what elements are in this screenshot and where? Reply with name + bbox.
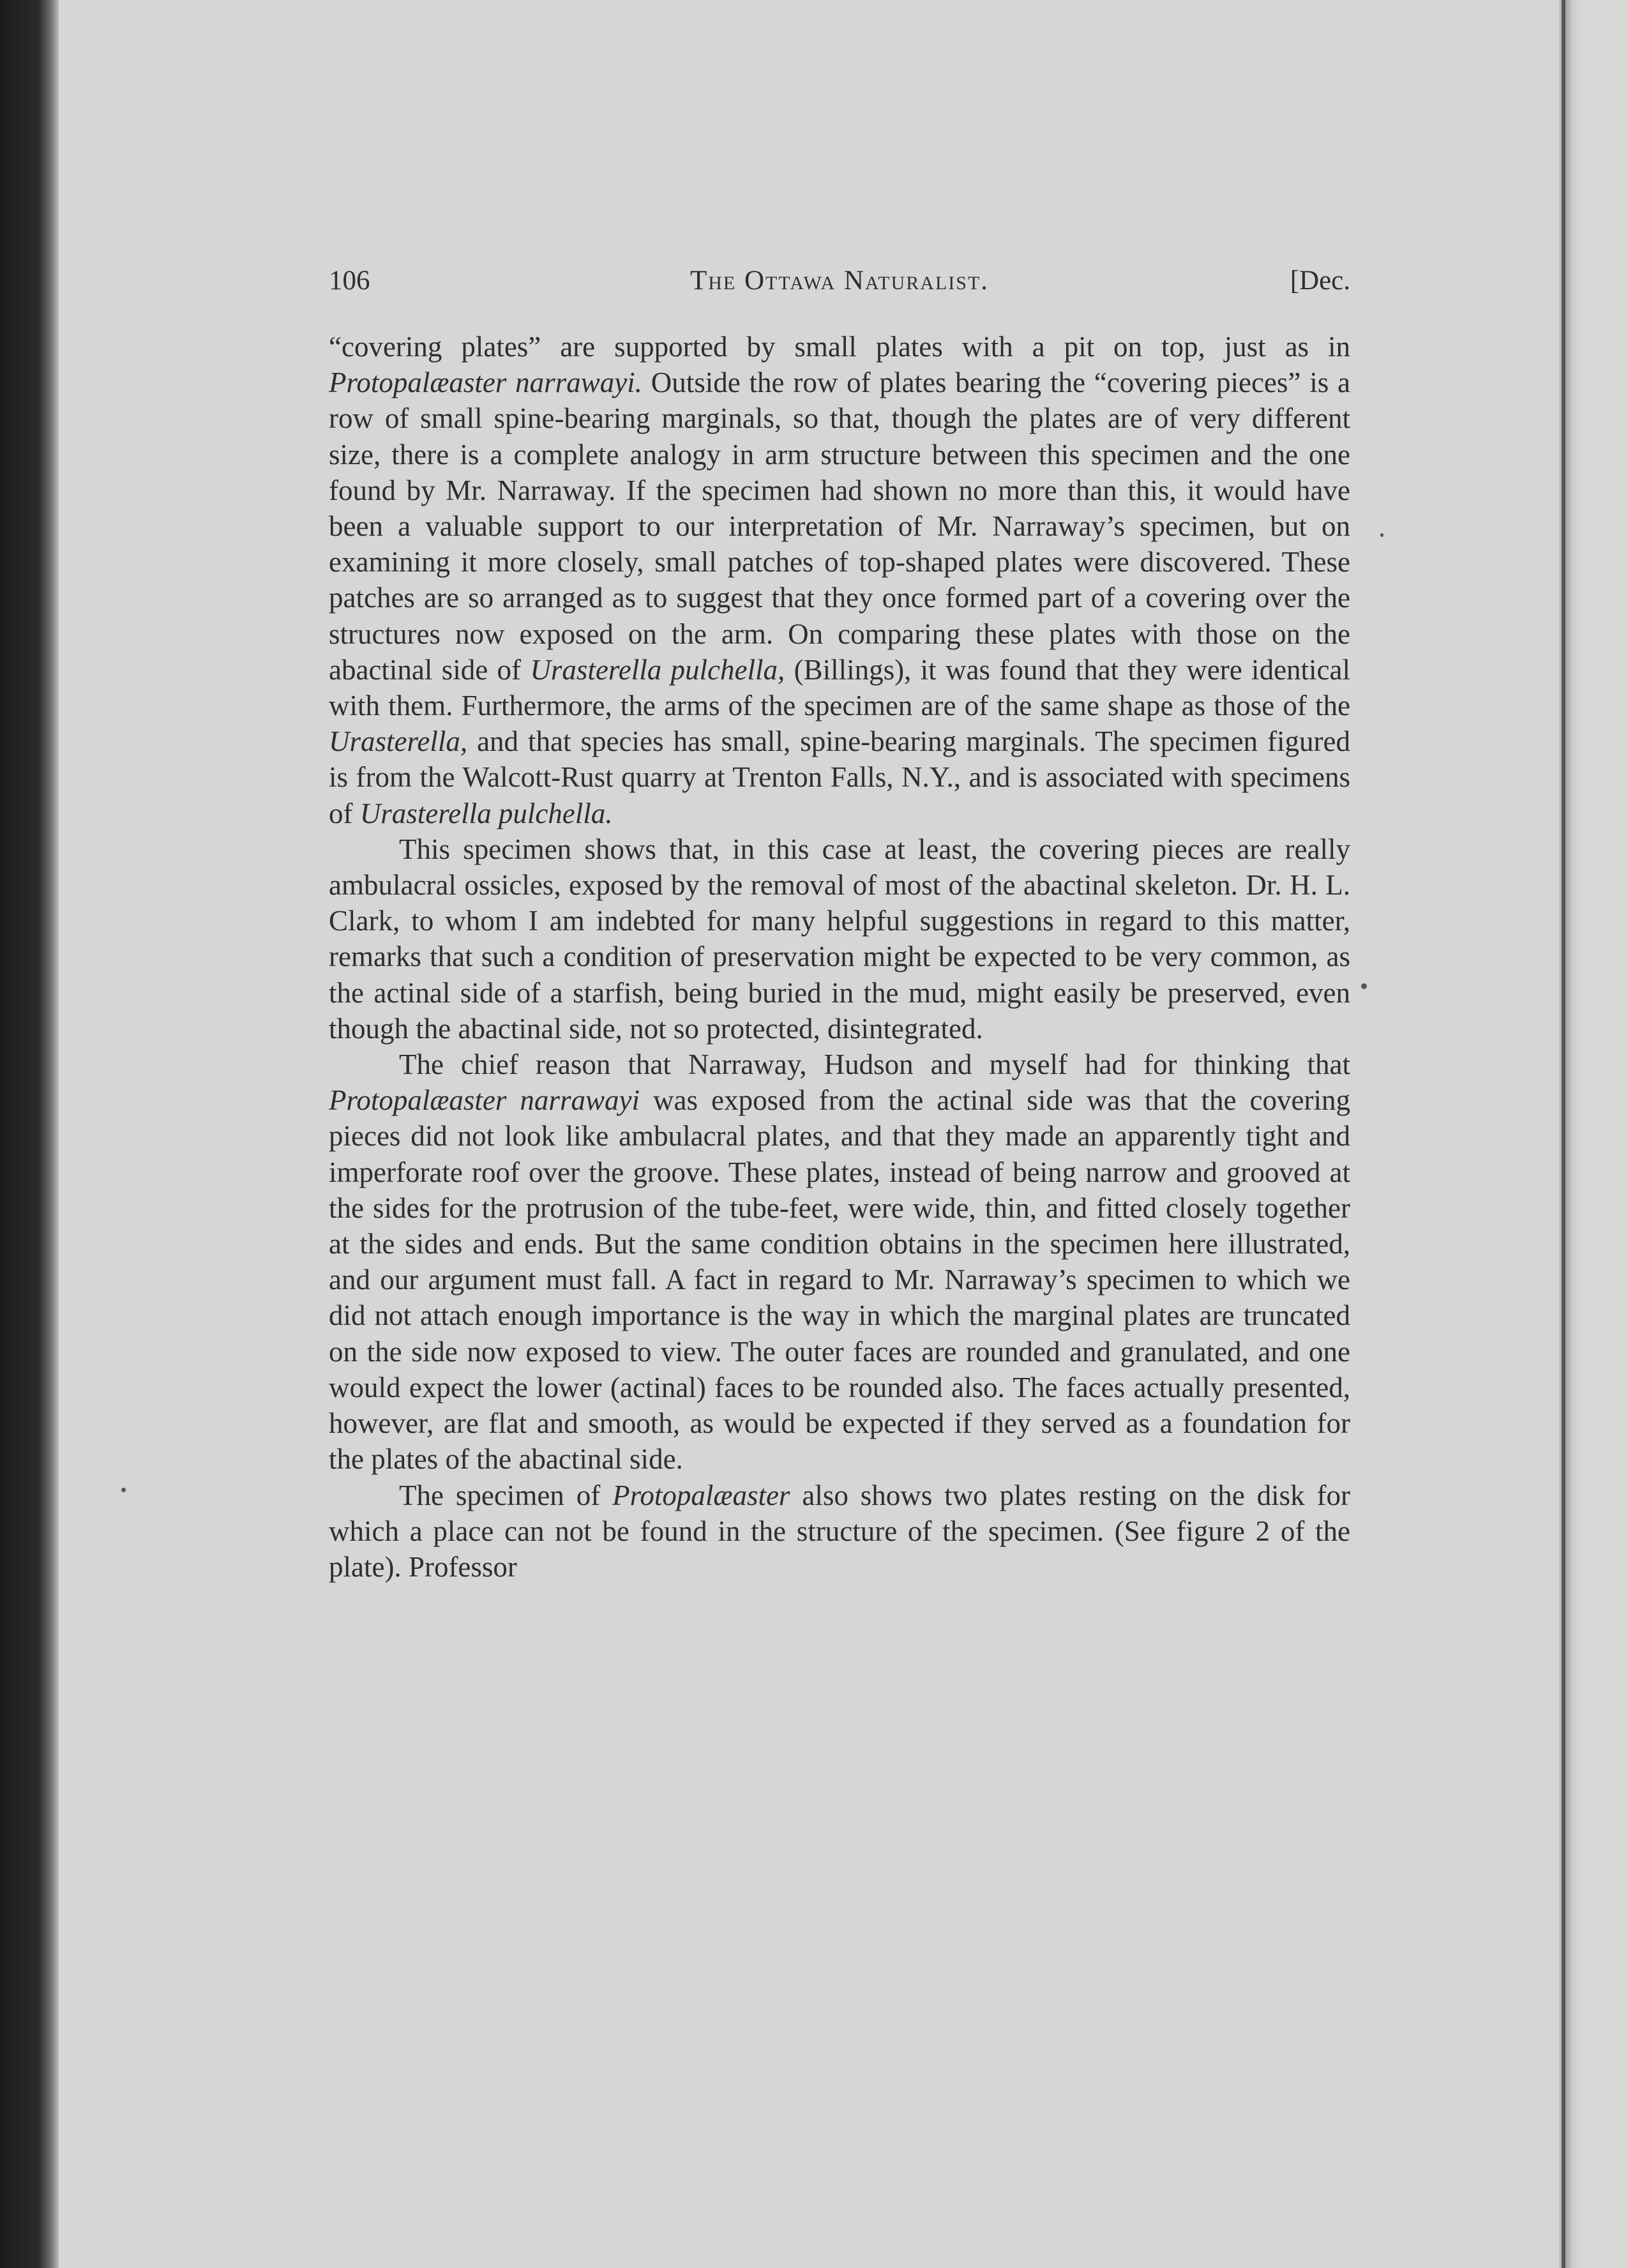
adjacent-page-edge: [1559, 0, 1628, 2268]
text-run: “covering plates” are supported by small plates with a pit on top, just as in: [329, 331, 1350, 363]
journal-title: The Ottawa Naturalist.: [690, 266, 990, 296]
italic-text: Protopalæaster narrawayi: [329, 1084, 640, 1117]
binding-shadow: [0, 0, 59, 2268]
text-run: This specimen shows that, in this case at least, the covering pieces are really ambulacral ossicles, exposed by the removal of most of the abactinal skeleton. Dr. H. L. Clark, to whom I am indebted for many helpful suggestions in regard to this matter, remarks that such a condition of preservation might be expected to be very common, as the actinal side of a starfish, being buried in the mud, might easily be preserved, even though the abactinal side, not so protected, disintegrated.: [329, 833, 1350, 1045]
italic-text: Urasterella,: [329, 725, 468, 758]
text-run: also shows two plates resting on the disk for which a place can not be found in the structure of the specimen. (See figure 2 of the plate). Professor: [329, 1479, 1350, 1583]
page-number: 106: [329, 266, 370, 296]
scan-speck: [121, 1488, 126, 1492]
issue-month: [Dec.: [1290, 266, 1350, 296]
text-run: was exposed from the actinal side was that the covering pieces did not look like ambulacral plates, and that they made an apparently tight and imperforate roof over the groove. These plates, instead of being narrow and grooved at the sides for the protrusion of the tube-feet, were wide, thin, and fitted closely together at the sides and ends. But the same condition obtains in the specimen here illustrated, and our argument must fall. A fact in regard to Mr. Narraway’s specimen to which we did not attach enough importance is the way in which the marginal plates are truncated on the side now exposed to view. The outer faces are rounded and granulated, and one would expect the lower (actinal) faces to be rounded also. The faces actually presented, however, are flat and smooth, as would be expected if they served as a foundation for the plates of the abactinal side.: [329, 1084, 1350, 1476]
body-text: [329, 329, 1350, 1585]
scan-speck: [1361, 983, 1367, 989]
text-run: and that species has small, spine-bearing marginals. The specimen figured is from the Walcott-Rust quarry at Trenton Falls, N.Y., and is associated with specimens of: [329, 725, 1350, 829]
paragraph: [329, 1047, 1350, 1477]
text-run: (Billings), it was found that they were identical with them. Furthermore, the arms of the specimen are of the same shape as those of the: [329, 653, 1350, 722]
italic-text: Protopalæaster: [612, 1479, 790, 1511]
paragraph: [329, 1478, 1350, 1585]
paragraph: [329, 831, 1350, 1047]
running-head: [329, 259, 1350, 303]
italic-text: Urasterella pulchella,: [530, 653, 785, 686]
page-edge-rule: [1562, 0, 1565, 2268]
scan-speck: [1380, 533, 1383, 537]
text-run: The chief reason that Narraway, Hudson and myself had for thinking that: [399, 1048, 1350, 1081]
paragraph: [329, 329, 1350, 831]
italic-text: Urasterella pulchella.: [359, 797, 613, 829]
text-run: The specimen of: [399, 1479, 613, 1511]
text-run: Outside the row of plates bearing the “covering pieces” is a row of small spine-bearing marginals, so that, though the plates are of very different size, there is a complete analogy in arm structure between this specimen and the one found by Mr. Narraway. If the specimen had shown no more than this, it would have been a valuable support to our interpretation of Mr. Narraway’s specimen, but on examining it more closely, small patches of top-shaped plates were discovered. These patches are so arranged as to suggest that they once formed part of a covering over the structures now exposed on the arm. On comparing these plates with those on the abactinal side of: [329, 367, 1350, 686]
italic-text: Protopalæaster narrawayi.: [329, 367, 642, 399]
book-page: [329, 259, 1350, 1585]
